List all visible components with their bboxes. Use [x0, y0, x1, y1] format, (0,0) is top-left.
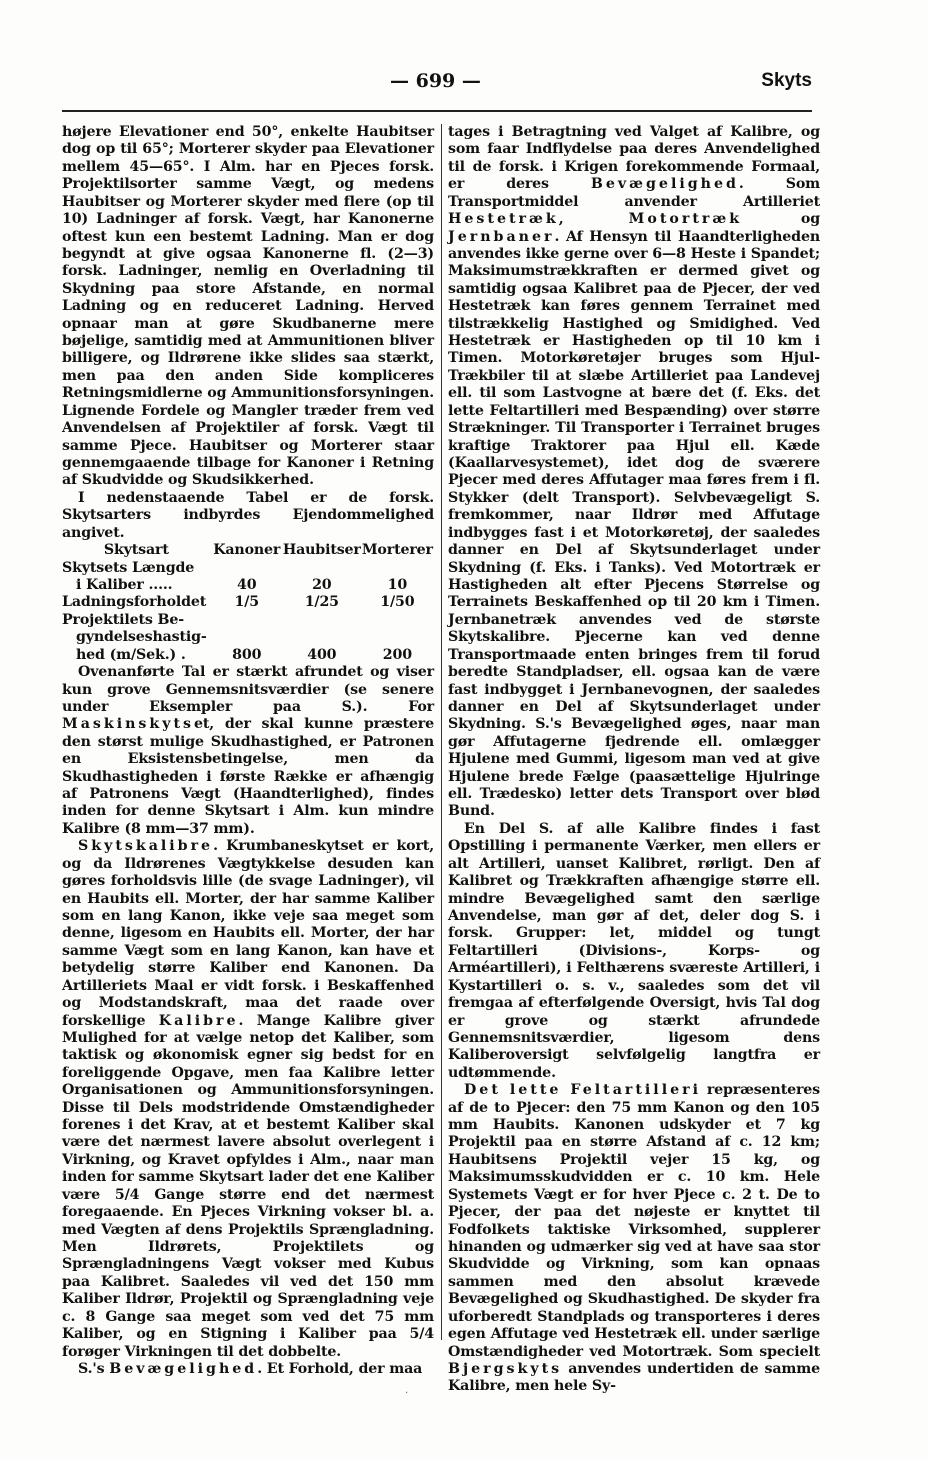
- page-number: — 699 —: [390, 70, 481, 92]
- paragraph: [448, 124, 820, 821]
- paragraph: [62, 664, 434, 838]
- text-run: . Krumbaneskytset er kort, og da Ildrørenes Vægtykkelse desuden kan gøres forholdsvis lille (de svage Ladninger), vil en Haubits ell. Morter, der har samme Kaliber som en lang Kanon, ikke veje saa meget som denne, ligesom en Haubits ell. Morter, der har samme Vægt som en lang Kanon, kan have et betydelig større Kaliber end Kanonen. Da Artilleriets Maal er vidt forsk. i Beskaffenhed og Modstandskraft, maa det raade over forskellige: [62, 838, 434, 1029]
- table-cell: 400: [307, 646, 337, 663]
- header-rule: [62, 110, 812, 112]
- text-run: tages i Betragtning ved Valget af Kalibre, og som faar Indflydelse paa deres Anvendelighed til de forsk. i Krigen forekommende Formaal, er deres: [448, 124, 820, 193]
- text-run: anvendes undertiden de samme Kalibre, men hele Sy-: [448, 1360, 820, 1395]
- label-line: hed (m/Sek.) .: [76, 646, 186, 663]
- table-row-label: [62, 560, 211, 595]
- right-column: [448, 124, 820, 1396]
- text-run: . Af Hensyn til Haandterligheden anvendes ikke gerne over 6—8 Heste i Spandet; Maksimumstrækkraften er dermed givet og samtidig ogsaa Kalibret paa de Pjecer, der ved Hestetræk kan føres gennem Terrainet med tilstrækkelig Hastighed og Smidighed. Ved Hestetræk er Hastigheden op til 10 km i Timen. Motorkøretøjer bruges som Hjul-Trækbiler til at slæbe Artilleriet paa Landevej ell. til som Lastvogne at bære det (f. Eks. det lette Feltartilleri med Bespænding) over større Strækninger. Til Transporter i Terrainet bruges kraftige Traktorer paa Hjul ell. Kæde (Kaallarvesystemet), idet dog de sværere Pjecer med deres Affutager maa føres frem i fl. Stykker (delt Transport). Selvbevægeligt S. fremkommer, naar Ildrør med Affutage indbygges fast i et Motorkøretøj, der saaledes danner en Del af Skytsunderlaget under Skydning (f. Eks. i Tanks). Ved Motortræk er Hastigheden alt efter Pjecens Størrelse og Terrainets Beskaffenhed op til 20 km i Timen. Jernbanetræk anvendes ved de største Skytskalibre. Pjecerne kan ved denne Transportmaade enten bringes frem til forud beredte Standpladser, ell. ogsaa kan de være fast indbygget i Jernbanevognen, der saaledes danner en Del af Skytsunderlaget under Skydning. S.'s Bevægelighed øges, naar man gør Affutagerne fjedrende ell. omlægger Hjulene med Gummi, ligesom man ved at give Hjulene brede Fælge (paasættelige Hjulringe ell. Trædesko) letter dets Transport over blød Bund.: [448, 228, 820, 820]
- text-run: repræsenteres af de to Pjecer: den 75 mm Kanon og den 105 mm Haubits. Kanonen udskyder et 7 kg Projektil paa en større Afstand af c. 12 km; Haubitsens Projektil vejer 15 kg, og Maksimumsskudvidden er c. 10 km. Hele Systemets Vægt er for hver Pjece c. 2 t. De to Pjecer, der paa det nøjeste er knyttet til Fodfolkets taktiske Virksomhed, supplerer hinanden og udmærker sig ved at have saa stor Skudvidde og Virkning, som kan opnaas sammen med den absolut krævede Bevægelighed og Skudhastighed. De skyder fra uforberedt Standplads og transporteres i deres egen Affutage ved Hestetræk ell. under særlige Omstændigheder ved Motortræk. Som specielt: [448, 1082, 821, 1360]
- spaced-term: Bjergskyts: [448, 1360, 563, 1377]
- table-cell: 1/5: [234, 594, 259, 611]
- table-header-cell: Morterer: [361, 542, 433, 559]
- label-line: i Kaliber .....: [76, 576, 173, 593]
- paragraph: [448, 1082, 820, 1396]
- paragraph: En Del S. af alle Kalibre findes i fast Opstilling i permanente Værker, men ellers er alt Artilleri, uanset Kalibret, rørligt. Den af Kalibret og Trækkraften afhængige større ell. mindre Bevægelighed samt den særlige Anvendelse, man gør af det, deler dog S. i forsk. Grupper: let, middel og tungt Feltartilleri (Divisions-, Korps- og Arméartilleri), i Felthærens sværeste Artilleri, i Kystartilleri o. s. v., saaledes som det vil fremgaa af efterfølgende Oversigt, hvis Tal dog er grove og stærkt afrundede Gennemsnitsværdier, ligesom dens Kaliberoversigt selvfølgelig langtfra er udtømmende.: [448, 820, 820, 1081]
- table-cell: 10: [387, 576, 408, 593]
- paragraph: I nedenstaaende Tabel er de forsk. Skytsarters indbyrdes Ejendommelighed angivet.: [62, 489, 434, 541]
- page-header: [62, 70, 812, 100]
- text-run: . Et Forhold, der maa: [257, 1360, 423, 1377]
- column-divider: [441, 124, 442, 1340]
- text-run: . Som Transportmiddel anvender Artilleriet: [448, 176, 820, 210]
- table-header-cell: Kanoner: [213, 542, 281, 559]
- label-line: Skytsets Længde: [62, 559, 195, 576]
- spaced-term: Hestetræk, Motortræk: [448, 211, 743, 228]
- table-cell: 1/25: [304, 594, 339, 611]
- table-row: [62, 612, 434, 664]
- table-cell: 800: [232, 646, 262, 663]
- table-cell: 20: [312, 576, 332, 593]
- spaced-term: Skytskalibre: [78, 838, 214, 855]
- spaced-term: Kalibre: [158, 1012, 239, 1029]
- label-line: Projektilets Be-: [62, 611, 184, 628]
- text-run: Ovenanførte Tal er stærkt afrundet og viser kun grove Gennemsnitsværdier (se senere under Eksempler paa S.). For: [62, 664, 434, 715]
- table-header-cell: Haubitser: [282, 542, 361, 559]
- text-run: og: [742, 211, 821, 228]
- label-line: gyndelseshastig-: [76, 629, 207, 646]
- print-speck: ·: [405, 1388, 409, 1399]
- text-run: . Mange Kalibre giver Mulighed for at vælge netop det Kaliber, som taktisk og økonomisk egner sig bedst for en foreliggende Opgave, men faa Kalibre letter Organisationen og Ammunitionsforsyningen. Disse til Dels modstridende Omstændigheder forenes i det Krav, at et bestemt Kaliber skal være det nærmest lavere absolut overlegent i Virkning, og Kravet opfyldes i Alm., naar man inden for samme Skytsart lader det ene Kaliber være 5/4 Gange større end det nærmest foregaaende. En Pjeces Virkning vokser bl. a. med Vægten af dens Projektils Sprængladning. Men Ildrørets, Projektilets og Sprængladningens Vægt vokser med Kubus paa Kalibret. Saaledes vil ved det 150 mm Kaliber Ildrør, Projektil og Sprængladning veje c. 8 Gange saa meget som ved det 75 mm Kaliber, og en Stigning i Kaliber paa 5/4 forøger Virkningen til det dobbelte.: [62, 1012, 435, 1360]
- running-head: Skyts: [761, 70, 812, 91]
- spaced-term: Bevægelighed: [109, 1360, 258, 1377]
- spaced-term: Maskinskyts: [62, 716, 195, 733]
- table-row-label: [62, 612, 211, 664]
- spaced-term: Det lette Feltartilleri: [464, 1082, 701, 1099]
- table-row: [62, 560, 434, 595]
- artillery-comparison-table: [62, 542, 434, 664]
- table-cell: 200: [382, 646, 412, 663]
- table-header-cell: Skytsart: [103, 542, 169, 559]
- table-header-row: [62, 542, 434, 559]
- paragraph: [62, 838, 434, 1361]
- table-row-label: [62, 594, 211, 611]
- spaced-term: Bevægelighed: [590, 176, 739, 193]
- text-run: et, der skal kunne præstere den størst mulige Skudhastighed, er Patronen en Eksistensbetingelse, men da Skudhastigheden i første Række er afhængig af Patronens Vægt (Haandterlighed), findes inden for denne Skytsart i Alm. kun mindre Kalibre (8 mm—37 mm).: [62, 716, 434, 837]
- table-cell: 40: [237, 576, 257, 593]
- label-line: Ladningsforholdet: [62, 594, 207, 611]
- spaced-term: Jernbaner: [448, 228, 555, 245]
- paragraph: højere Elevationer end 50°, enkelte Haubitser dog op til 65°; Morterer skyder paa Elevationer mellem 45—65°. I Alm. har en Pjeces forsk. Projektilsorter samme Vægt, og medens Haubitser og Morterer skyder med flere (op til 10) Ladninger af forsk. Vægt, har Kanonerne oftest kun een bestemt Ladning. Man er dog begyndt at give ogsaa Kanonerne fl. (2—3) forsk. Ladninger, nemlig en Overladning til Skydning paa store Afstande, en normal Ladning og en reduceret Ladning. Herved opnaar man at gøre Skudbanerne mere bøjelige, samtidig med at Ammunitionen bliver billigere, og Ildrørene ikke slides saa stærkt, men paa den anden Side kompliceres Retningsmidlerne og Ammunitionsforsyningen. Lignende Fordele og Mangler træder frem ved Anvendelsen af Projektiler af forsk. Vægt til samme Pjece. Haubitser og Morterer staar gennemgaaende tilbage for Kanoner i Retning af Skudvidde og Skudsikkerhed.: [62, 124, 434, 489]
- table-cell: 1/50: [380, 594, 415, 611]
- text-run: S.'s: [78, 1360, 110, 1377]
- paragraph: [62, 1361, 434, 1378]
- table-row: [62, 594, 434, 611]
- left-column: [62, 124, 434, 1378]
